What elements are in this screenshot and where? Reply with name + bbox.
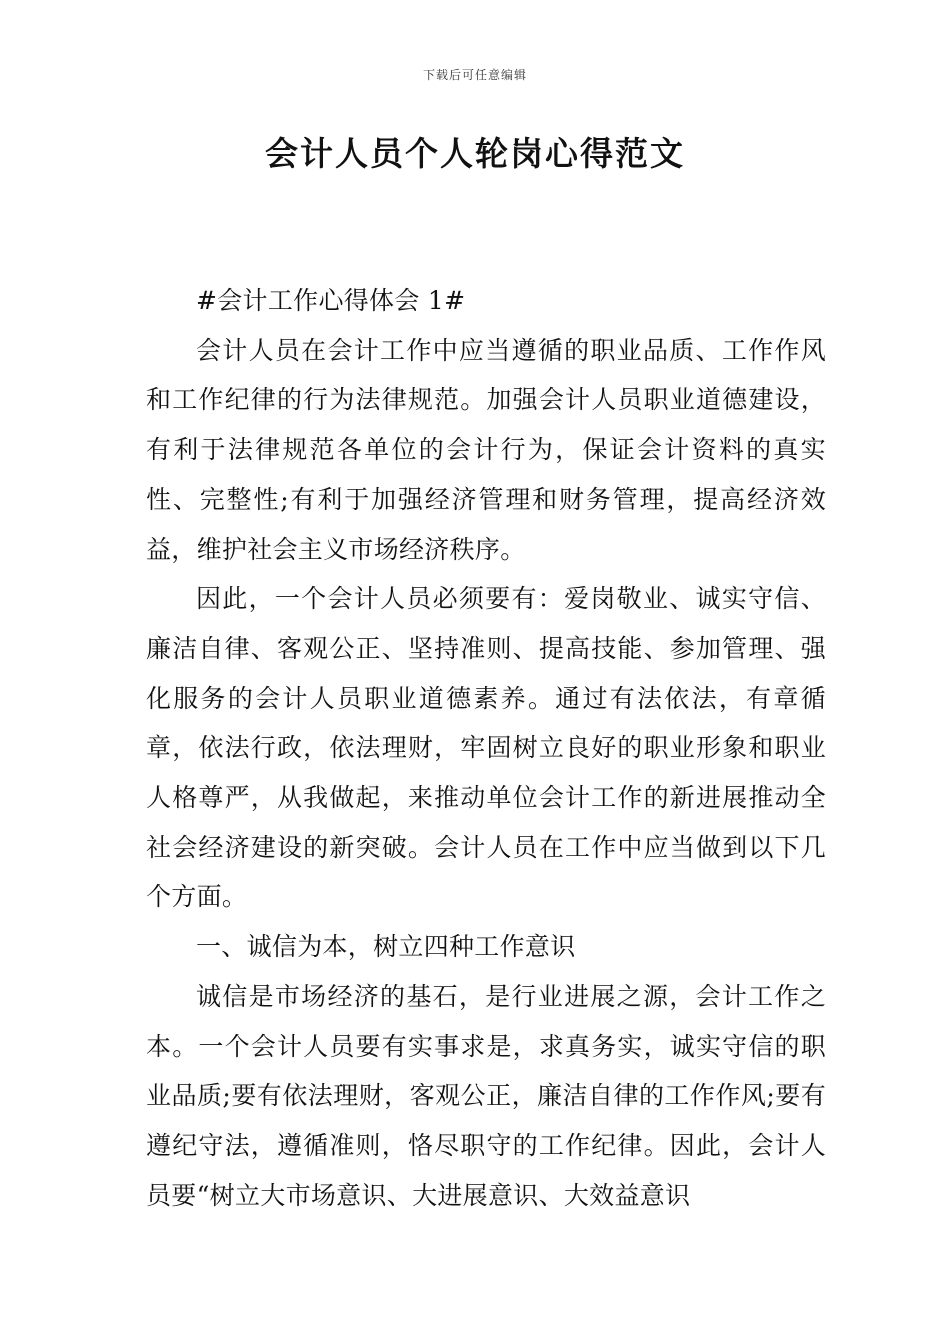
document-title: 会计人员个人轮岗心得范文 [265, 134, 685, 173]
paragraph: 会计人员在会计工作中应当遵循的职业品质、工作作风和工作纪律的行为法律规范。加强会计人员职业道德建设，有利于法律规范各单位的会计行为，保证会计资料的真实性、完整性;有利于加强经济管理和财务管理，提高经济效益，维护社会主义市场经济秩序。 [146, 335, 826, 564]
page-header-note: 下载后可任意编辑 [422, 68, 527, 82]
section-heading: #会计工作心得体会 1# [196, 286, 466, 315]
section-heading: 一、诚信为本，树立四种工作意识 [196, 932, 576, 962]
paragraph: 因此，一个会计人员必须要有：爱岗敬业、诚实守信、廉洁自律、客观公正、坚持准则、提高技能、参加管理、强化服务的会计人员职业道德素养。通过有法依法，有章循章，依法行政，依法理财，牢固树立良好的职业形象和职业人格尊严，从我做起，来推动单位会计工作的新进展推动全社会经济建设的新突破。会计人员在工作中应当做到以下几个方面。 [146, 584, 826, 912]
document-body [146, 276, 826, 1220]
paragraph: 诚信是市场经济的基石，是行业进展之源，会计工作之本。一个会计人员要有实事求是，求真务实，诚实守信的职业品质;要有依法理财，客观公正，廉洁自律的工作作风;要有遵纪守法，遵循准则，恪尽职守的工作纪律。因此，会计人员要“树立大市场意识、大进展意识、大效益意识 [146, 981, 826, 1210]
